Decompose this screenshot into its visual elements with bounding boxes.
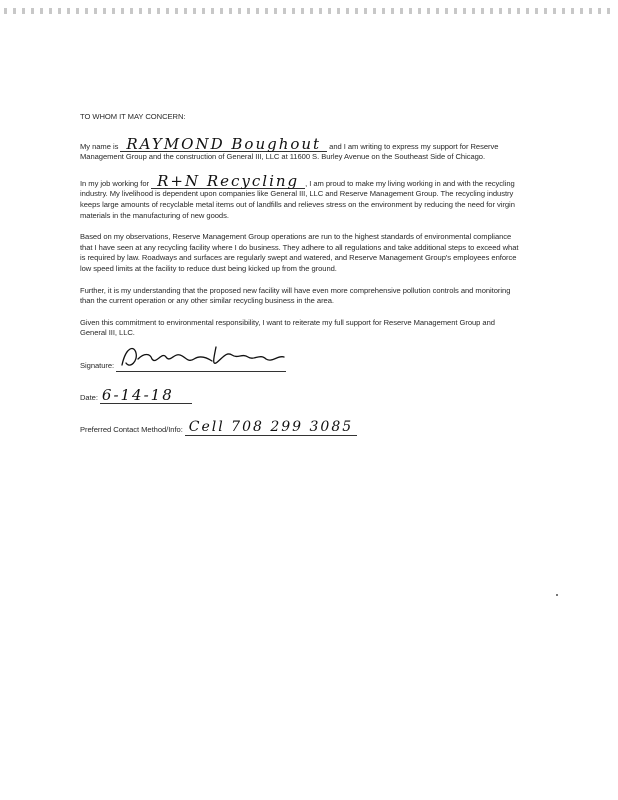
intro-paragraph: [80, 134, 520, 163]
handwritten-employer: R+N Recycling: [151, 174, 305, 189]
salutation: TO WHOM IT MAY CONCERN:: [80, 112, 186, 121]
signature-scribble: [116, 339, 296, 373]
scan-header-noise: [4, 8, 612, 14]
intro-rest: and I am writing to express my support for Reserve Management Group and the construction of General III, LLC at 11600 S. Burley Avenue on the Southeast Side of Chicago.: [80, 141, 499, 162]
scan-speck: [556, 594, 558, 596]
intro-lead: My name is: [80, 141, 119, 151]
signature-block: [80, 350, 520, 436]
employment-paragraph: [80, 171, 520, 221]
contact-row: [80, 414, 520, 436]
work-lead: In my job working for: [80, 178, 150, 188]
signature-label: Signature:: [80, 361, 115, 371]
contact-value: Cell 708 299 3085: [185, 419, 357, 436]
date-row: [80, 382, 520, 404]
understanding-paragraph: Further, it is my understanding that the proposed new facility will have even more comprehensive pollution controls and monitoring than the current operation or any other similar recycling business in the area.: [80, 285, 511, 306]
contact-label: Preferred Contact Method/Info:: [80, 425, 183, 435]
date-value: 6-14-18: [100, 387, 192, 404]
signature-row: [80, 350, 520, 372]
handwritten-name: RAYMOND Boughout: [120, 137, 327, 152]
observations-paragraph: Based on my observations, Reserve Management Group operations are run to the highest standards of environmental compliance that I have seen at any recycling facility where I do business. They adhere to all regulations and take additional steps to exceed what is required by law. Roadways and surfaces are regularly swept and watered, and Reserve Management Group's employees enforce low speed limits at the facility to reduce dust being kicked up from the ground.: [80, 232, 519, 273]
work-rest: , I am proud to make my living working in and with the recycling industry. My livelihood is dependent upon companies like General III, LLC and Reserve Management Group. The recycling industry keeps large amounts of recyclable metal items out of landfills and relieves stress on the environment by reducing the need for virgin materials in the manufacturing of new goods.: [80, 178, 515, 220]
signature-line: [116, 351, 286, 372]
date-label: Date:: [80, 393, 98, 403]
letter-body: [80, 112, 520, 446]
closing-paragraph: Given this commitment to environmental responsibility, I want to reiterate my full support for Reserve Management Group and General III, LLC.: [80, 317, 495, 338]
